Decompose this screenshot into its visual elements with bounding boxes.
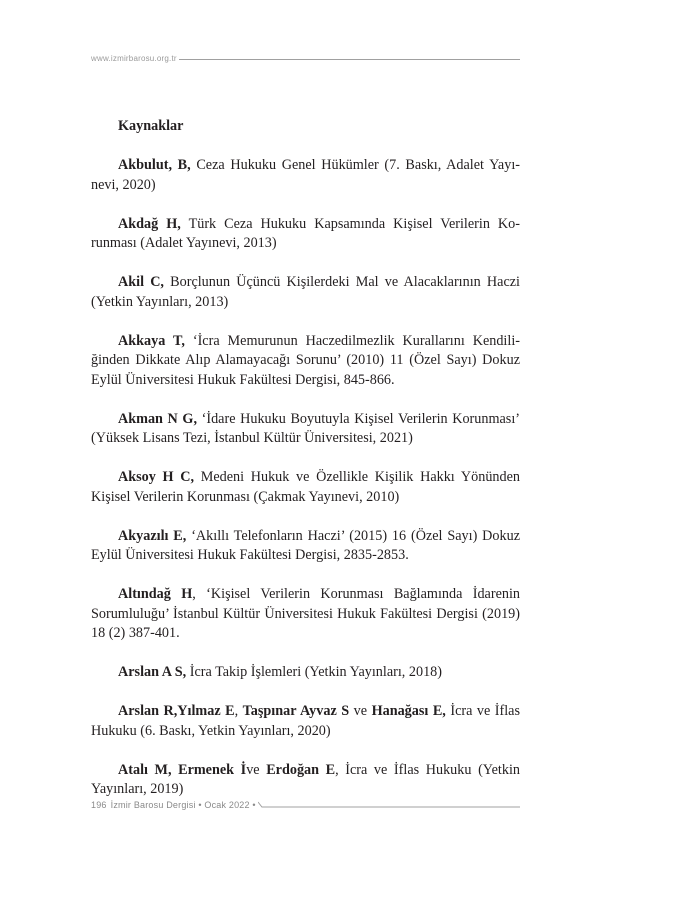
reference-author: Arslan A S, (118, 664, 187, 680)
reference-separator: ve (246, 761, 267, 778)
reference-text: Medeni Hukuk ve Özellikle Kişilik Hakkı Yönünden Kişisel Verilerin Korunması (Çakmak Yayınevi, 2010) (91, 469, 520, 505)
page-header (91, 54, 520, 63)
reference-separator (194, 469, 201, 485)
reference-text: ‘Akıllı Telefonların Haczi’ (2015) 16 (Özel Sayı) Dokuz Eylül Üniversitesi Hukuk Fakültesi Dergisi, 2835-2853. (91, 527, 520, 563)
reference-entry (91, 663, 520, 683)
footer-rule (258, 800, 520, 810)
reference-entry (91, 527, 520, 566)
header-url: www.izmirbarosu.org.tr (91, 54, 177, 63)
section-title: Kaynaklar (118, 118, 184, 134)
reference-separator: , (234, 703, 243, 719)
reference-author: Taşpınar Ayvaz S (242, 703, 350, 719)
reference-author: Akkaya T, (118, 332, 185, 349)
footer-rule-line (258, 800, 520, 810)
reference-text: ‘Kişisel Verilerin Korunması Bağlamında İdarenin Sorumluluğu’ İstanbul Kültür Üniversitesi Hukuk Fakültesi Dergisi (2019) 18 (2) 387-401. (91, 586, 521, 641)
reference-text: Borçlunun Üçüncü Kişilerdeki Mal ve Alacaklarının Haczi (Yetkin Yayınları, 2013) (91, 274, 520, 310)
reference-list (91, 156, 520, 683)
reference-author: Akyazılı E, (118, 527, 187, 544)
page-number: 196 (91, 800, 107, 810)
reference-entry (91, 273, 520, 312)
page-footer (91, 800, 520, 810)
reference-author: Atalı M, Ermenek İ (118, 761, 247, 778)
reference-text: Ceza Hukuku Genel Hükümler (7. Baskı, Adalet Yayınevi, 2020) (91, 157, 520, 193)
reference-entry (91, 332, 520, 391)
reference-author: Akbulut, B, (118, 157, 191, 173)
reference-separator: ve (349, 703, 372, 719)
reference-entry (91, 215, 520, 254)
reference-text: ‘İdare Hukuku Boyutuyla Kişisel Verilerin Korunması’ (Yüksek Lisans Tezi, İstanbul Kültür Üniversitesi, 2021) (91, 410, 520, 446)
reference-text: İcra Takip İşlemleri (Yetkin Yayınları, 2018) (189, 664, 442, 680)
reference-separator (181, 216, 189, 232)
reference-entry (91, 702, 520, 741)
reference-text: , İcra ve İflas Hukuku (Yetkin Yayınları, 2019) (91, 761, 520, 797)
reference-separator (185, 333, 193, 349)
reference-entry (91, 468, 520, 507)
reference-author: Hanağası E, (371, 703, 446, 719)
reference-author: Aksoy H C, (118, 469, 195, 485)
journal-name: İzmir Barosu Dergisi • Ocak 2022 • (110, 800, 256, 810)
reference-author: Erdoğan E (266, 761, 336, 778)
reference-author: Akman N G, (118, 410, 198, 427)
reference-text: ‘İcra Memurunun Haczedilmezlik Kurallarını Kendiliğinden Dikkate Alıp Alamayacağı Sorunu’ (2010) 11 (Özel Sayı) Dokuz Eylül Üniversitesi Hukuk Fakültesi Dergisi, 845-866. (91, 332, 520, 388)
reference-entry (91, 156, 520, 195)
footer-text (91, 800, 256, 810)
reference-author: Altındağ H (118, 586, 193, 602)
header-rule (179, 59, 520, 60)
reference-separator: , (192, 586, 207, 602)
reference-entry (91, 761, 520, 800)
references-section (91, 117, 520, 819)
reference-entry (91, 410, 520, 449)
reference-author: Akil C, (118, 274, 164, 290)
reference-entry (91, 585, 520, 644)
reference-text: İcra ve İflas Hukuku (6. Baskı, Yetkin Yayınları, 2020) (91, 703, 520, 739)
reference-text: Türk Ceza Hukuku Kapsamında Kişisel Verilerin Korunması (Adalet Yayınevi, 2013) (91, 215, 520, 251)
reference-author: Akdağ H, (118, 215, 181, 232)
reference-author: Arslan R,Yılmaz E (118, 703, 235, 719)
